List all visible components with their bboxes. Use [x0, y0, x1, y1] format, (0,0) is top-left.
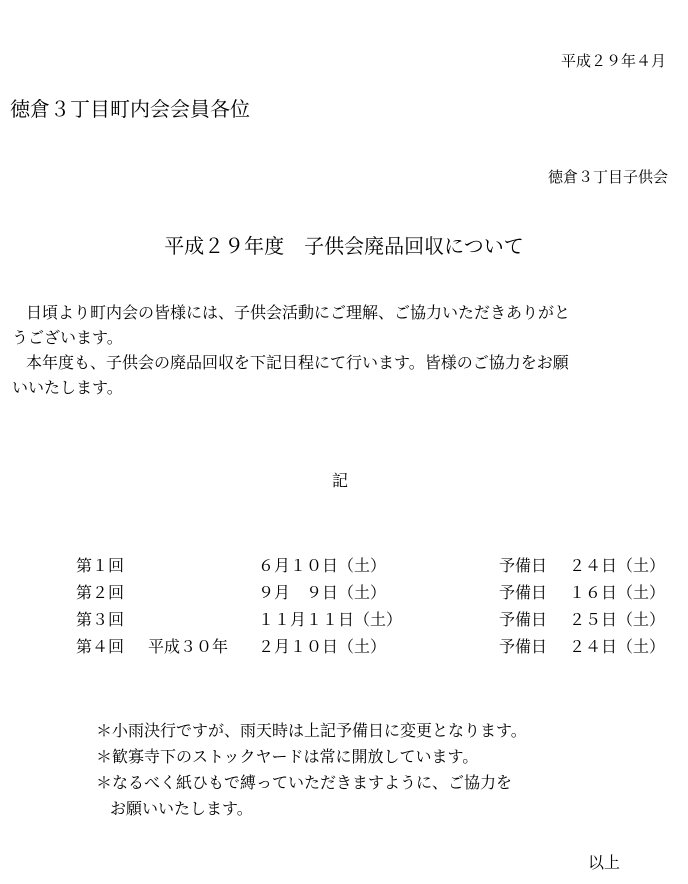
round-year	[148, 579, 258, 606]
body-text	[12, 300, 676, 400]
schedule-row	[76, 633, 665, 660]
document-title: 平成２９年度 子供会廃品回収について	[164, 234, 524, 258]
schedule-row	[76, 579, 665, 606]
closing-mark: 以上	[588, 853, 621, 872]
collection-date: ２月１０日（土）	[258, 637, 387, 656]
round-year	[148, 552, 258, 579]
note-stockyard: ＊歓寡寺下のストックヤードは常に開放しています。	[96, 747, 479, 766]
round-number: 第４回	[76, 637, 125, 656]
ki-heading: 記	[332, 471, 349, 490]
sender: 徳倉３丁目子供会	[547, 168, 668, 186]
schedule-row	[76, 606, 665, 633]
issue-date: 平成２９年４月	[560, 52, 666, 70]
schedule-table	[76, 552, 665, 660]
reserve-day-label: 予備日	[499, 610, 548, 629]
reserve-day-label: 予備日	[499, 556, 548, 575]
reserve-day-date: ２４日（土）	[568, 556, 665, 575]
reserve-day-label: 予備日	[499, 583, 548, 602]
note-rain: ＊小雨決行ですが、雨天時は上記予備日に変更となります。	[96, 721, 527, 740]
addressee: 徳倉３丁目町内会会員各位	[10, 97, 250, 121]
reserve-day-label: 予備日	[499, 637, 548, 656]
round-number: 第１回	[76, 556, 125, 575]
collection-date: ６月１０日（土）	[258, 556, 387, 575]
reserve-day-date: ２５日（土）	[568, 610, 665, 629]
round-year	[148, 606, 258, 633]
paragraph-1-line-2: うございます。	[12, 328, 123, 347]
round-number: 第２回	[76, 583, 125, 602]
schedule-row	[76, 552, 665, 579]
reserve-day-date: １６日（土）	[568, 583, 665, 602]
paragraph-2-line-2: いいたします。	[12, 378, 123, 397]
paragraph-1-line-1: 日頃より町内会の皆様には、子供会活動にご理解、ご協力いただきありがと	[26, 303, 571, 322]
reserve-day-date: ２４日（土）	[568, 637, 665, 656]
round-number: 第３回	[76, 610, 125, 629]
round-year: 平成３０年	[148, 637, 229, 656]
collection-date: ９月 ９日（土）	[258, 583, 387, 602]
notes	[96, 718, 527, 822]
note-tie-paper-continued: お願いいたします。	[110, 799, 253, 818]
note-tie-paper: ＊なるべく紙ひもで縛っていただきますように、ご協力を	[96, 773, 513, 792]
paragraph-2-line-1: 本年度も、子供会の廃品回収を下記日程にて行います。皆様のご協力をお願	[26, 353, 569, 372]
collection-date: １１月１１日（土）	[258, 610, 403, 629]
